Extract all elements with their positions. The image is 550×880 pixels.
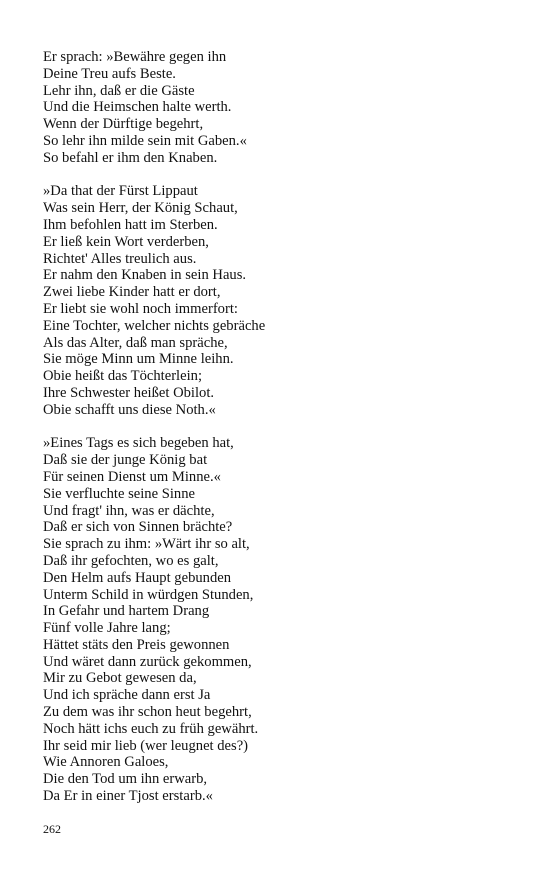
verse-line: Er nahm den Knaben in sein Haus. — [43, 267, 247, 284]
verse-line: Hättet stäts den Preis gewonnen — [43, 636, 230, 653]
verse-line: Obie schafft uns diese Noth.« — [43, 401, 216, 418]
verse-line: Obie heißt das Töchterlein; — [43, 368, 202, 385]
poem-text — [43, 49, 513, 822]
stanza-2 — [43, 183, 513, 418]
verse-line: Ihre Schwester heißet Obilot. — [43, 384, 215, 401]
verse-line: »Da that der Fürst Lippaut — [43, 183, 198, 200]
verse-line: Zu dem was ihr schon heut begehrt, — [43, 704, 252, 721]
verse-line: Ihm befohlen hatt im Sterben. — [43, 216, 218, 233]
verse-line: Sie verfluchte seine Sinne — [43, 485, 195, 502]
verse-line: Und wäret dann zurück gekommen, — [43, 653, 252, 670]
stanza-1 — [43, 49, 513, 167]
verse-line: Und fragt' ihn, was er dächte, — [43, 502, 215, 519]
verse-line: Richtet' Alles treulich aus. — [43, 250, 197, 267]
verse-line: Den Helm aufs Haupt gebunden — [43, 569, 232, 586]
page-number: 262 — [43, 822, 61, 836]
verse-line: Er liebt sie wohl noch immerfort: — [43, 300, 238, 317]
stanza-3 — [43, 435, 513, 805]
verse-line: Zwei liebe Kinder hatt er dort, — [43, 284, 221, 301]
verse-line: Mir zu Gebot gewesen da, — [43, 670, 197, 687]
verse-line: Für seinen Dienst um Minne.« — [43, 468, 221, 485]
verse-line: In Gefahr und hartem Drang — [43, 603, 210, 620]
verse-line: Er ließ kein Wort verderben, — [43, 233, 209, 250]
verse-line: Die den Tod um ihn erwarb, — [43, 771, 208, 788]
verse-line: Als das Alter, daß man spräche, — [43, 334, 228, 351]
verse-line: Daß er sich von Sinnen brächte? — [43, 519, 233, 536]
verse-line: Da Er in einer Tjost erstarb.« — [43, 788, 213, 805]
verse-line: Sie möge Minn um Minne leihn. — [43, 351, 234, 368]
verse-line: Wenn der Dürftige begehrt, — [43, 116, 204, 133]
verse-line: Daß sie der junge König bat — [43, 452, 208, 469]
verse-line: Er sprach: »Bewähre gegen ihn — [43, 49, 227, 65]
verse-line: Unterm Schild in würdgen Stunden, — [43, 586, 254, 603]
verse-line: Sie sprach zu ihm: »Wärt ihr so alt, — [43, 536, 250, 553]
verse-line: So befahl er ihm den Knaben. — [43, 149, 218, 166]
verse-line: Und die Heimschen halte werth. — [43, 99, 232, 116]
verse-line: Deine Treu aufs Beste. — [43, 65, 176, 82]
verse-line: Wie Annoren Galoes, — [43, 754, 169, 771]
verse-line: Was sein Herr, der König Schaut, — [43, 200, 238, 217]
verse-line: Eine Tochter, welcher nichts gebräche — [43, 317, 266, 334]
verse-line: Lehr ihn, daß er die Gäste — [43, 82, 195, 99]
verse-line: Fünf volle Jahre lang; — [43, 620, 171, 637]
verse-line: So lehr ihn milde sein mit Gaben.« — [43, 132, 247, 149]
verse-line: Ihr seid mir lieb (wer leugnet des?) — [43, 737, 249, 754]
verse-line: Daß ihr gefochten, wo es galt, — [43, 552, 219, 569]
verse-line: »Eines Tags es sich begeben hat, — [43, 435, 234, 452]
verse-line: Und ich spräche dann erst Ja — [43, 687, 211, 704]
verse-line: Noch hätt ichs euch zu früh gewährt. — [43, 720, 259, 737]
